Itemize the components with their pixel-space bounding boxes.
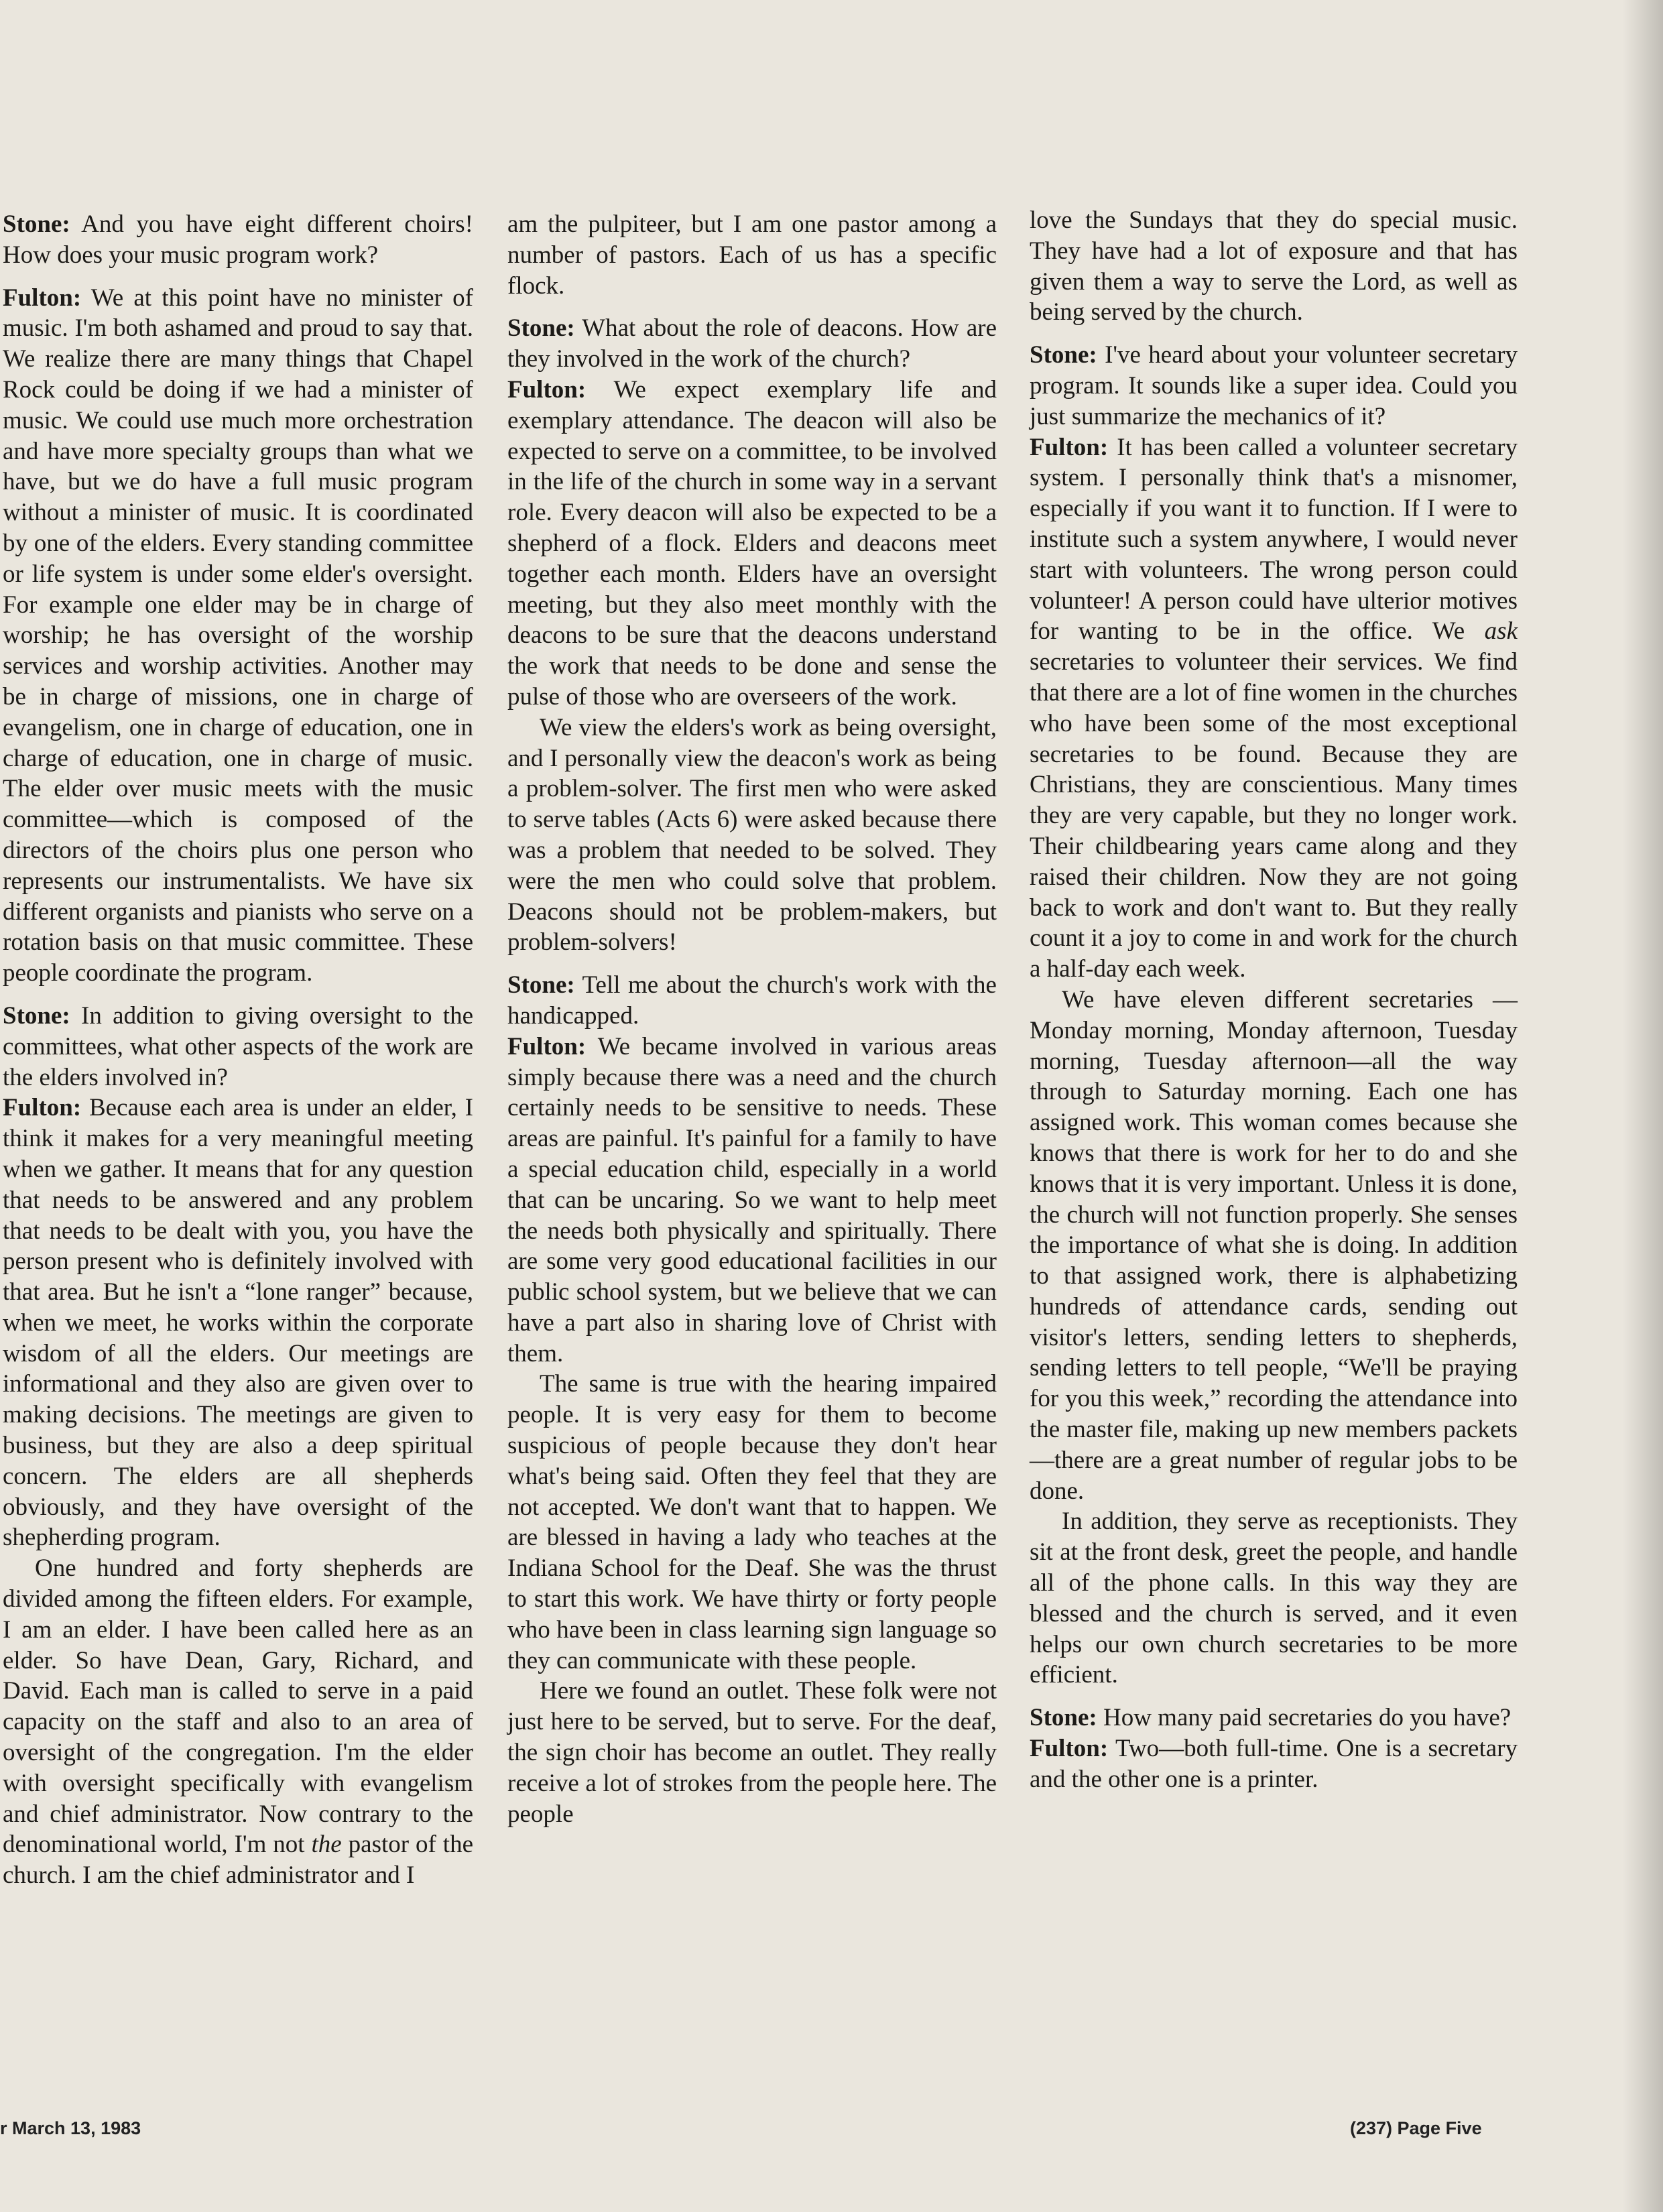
paragraph-text: It has been called a volunteer secretary system. I personally think that's a misnomer, especially if you want it to function. If I were to institute such a system anywhere, I would never start with volunteers. The wrong person could volunteer! A person could have ulterior motives for wanting to be in the office. We ask secretaries to volunteer their services. We find that there are a lot of fine women in the churches who have been some of the most exceptional secretaries to be found. Because they are Christians, they are conscientious. Many times they are very capable, but they no longer work. Their childbearing years came along and they raised their children. Now they are not going back to work and don't want to. But they really count it a joy to come in and work for the church a half-day each week. xyxy=(1030,433,1518,983)
speaker-label: Fulton: xyxy=(3,1094,82,1122)
paragraph-text: What about the role of deacons. How are they involved in the work of the church? xyxy=(507,314,997,373)
interview-paragraph xyxy=(507,313,997,375)
footer-page-number: (237) Page Five xyxy=(1350,2118,1482,2138)
interview-paragraph xyxy=(1030,1506,1518,1691)
interview-paragraph xyxy=(1030,205,1518,328)
paragraph-text: Because each area is under an elder, I think it makes for a very meaningful meeting when we gather. It means that for any question that needs to be answered and any problem that needs to be dealt with you, you have the person present who is definitely involved with that area. But he isn't a “lone ranger” because, when we meet, he works within the corporate wisdom of all the elders. Our meetings are informational and they also are given over to making decisions. The meetings are given to business, but they are also a deep spiritual concern. The elders are all shepherds obviously, and they have oversight of the shepherding program. xyxy=(3,1094,473,1552)
paragraph-text: Two—both full-time. One is a secretary and the other one is a printer. xyxy=(1030,1735,1518,1793)
interview-paragraph xyxy=(507,970,997,1032)
paragraph-text: Tell me about the church's work with the handicapped. xyxy=(507,971,997,1030)
speaker-label: Stone: xyxy=(1030,1704,1097,1732)
interview-paragraph xyxy=(0,1553,473,1891)
paragraph-text: Here we found an outlet. These folk were not just here to be served, but to serve. For the deaf, the sign choir has become an outlet. They really receive a lot of strokes from the people here. The people xyxy=(507,1677,997,1828)
interview-paragraph xyxy=(507,713,997,958)
interview-paragraph xyxy=(507,1369,997,1676)
paragraph-text: How many paid secretaries do you have? xyxy=(1103,1704,1512,1732)
interview-paragraph xyxy=(1030,1703,1518,1733)
speaker-label: Fulton: xyxy=(3,284,82,312)
text-column-2 xyxy=(507,209,997,1841)
speaker-label: Fulton: xyxy=(1030,433,1109,461)
interview-paragraph xyxy=(0,1001,473,1093)
paragraph-text: In addition, they serve as receptionists. They sit at the front desk, greet the people, and handle all of the phone calls. In this way they are blessed and the church is served, and it even helps our own church secretaries to be more efficient. xyxy=(1030,1508,1518,1689)
speaker-label: Stone: xyxy=(3,1001,70,1030)
paragraph-text: And you have eight different choirs! How does your music program work? xyxy=(3,210,473,269)
speaker-label: Fulton: xyxy=(1030,1735,1109,1763)
paragraph-text: I've heard about your volunteer secretary program. It sounds like a super idea. Could you just summarize the mechanics of it? xyxy=(1030,341,1518,430)
speaker-label: Stone: xyxy=(507,314,575,343)
interview-paragraph xyxy=(0,1093,473,1553)
paragraph-text: We at this point have no minister of music. I'm both ashamed and proud to say that. We realize there are many things that Chapel Rock could be doing if we had a minister of music. We could use much more orchestration and have more specialty groups than what we have, but we do have a full music program without a minister of music. It is coordinated by one of the elders. Every standing committee or life system is under some elder's oversight. For example one elder may be in charge of worship; he has oversight of the worship services and worship activities. Another may be in charge of missions, one in charge of evangelism, one in charge of education, one in charge of education, one in charge of music. The elder over music meets with the music committee—which is composed of the directors of the choirs plus one person who represents our instrumentalists. We have six different organists and pianists who serve on a rotation basis on that music committee. These people coordinate the program. xyxy=(3,284,473,987)
paragraph-text: One hundred and forty shepherds are divided among the fifteen elders. For example, I am an elder. I have been called here as an elder. So have Dean, Gary, Richard, and David. Each man is called to serve in a paid capacity on the staff and also to an area of oversight of the congregation. I'm the elder with oversight specifically with evangelism and chief administrator. Now contrary to the denominational world, I'm not the pastor of the church. I am the chief administrator and I xyxy=(3,1554,473,1890)
speaker-label: Stone: xyxy=(1030,341,1097,369)
text-column-3 xyxy=(1030,205,1518,1807)
interview-paragraph xyxy=(1030,1733,1518,1795)
interview-paragraph xyxy=(0,209,473,271)
speaker-label: Stone: xyxy=(3,210,70,238)
paragraph-text: We have eleven different secretaries —Monday morning, Monday afternoon, Tuesday morning, Tuesday afternoon—all the way through to Saturday morning. Each one has assigned work. This woman comes because she knows that there is work for her to do and she knows that it is very important. Unless it is done, the church will not function properly. She senses the importance of what she is doing. In addition to that assigned work, there is alphabetizing hundreds of attendance cards, sending out visitor's letters, sending letters to shepherds, sending letters to tell people, “We'll be praying for you this week,” recording the attendance into the master file, making up new members packets—there are a great number of regular jobs to be done. xyxy=(1030,985,1518,1505)
speaker-label: Fulton: xyxy=(507,1032,587,1060)
footer-date: r March 13, 1983 xyxy=(0,2118,141,2138)
interview-paragraph xyxy=(507,1676,997,1829)
speaker-label: Fulton: xyxy=(507,375,587,404)
paragraph-text: We became involved in various areas simply because there was a need and the church certainly needs to be sensitive to needs. These areas are painful. It's painful for a family to have a special education child, especially in a world that can be uncaring. So we want to help meet the needs both physically and spiritually. There are some very good educational facilities in our public school system, but we believe that we can have a part also in sharing love of Christ with them. xyxy=(507,1032,997,1367)
paragraph-text: We view the elders's work as being oversight, and I personally view the deacon's work as being a problem-solver. The first men who were asked to serve tables (Acts 6) were asked because there was a problem that needed to be solved. They were the men who could solve that problem. Deacons should not be problem-makers, but problem-solvers! xyxy=(507,713,997,957)
paragraph-text: The same is true with the hearing impaired people. It is very easy for them to become suspicious of people because they don't hear what's being said. Often they feel that they are not accepted. We don't want that to happen. We are blessed in having a lady who teaches at the Indiana School for the Deaf. She was the thrust to start this work. We have thirty or forty people who have been in class learning sign language so they can communicate with these people. xyxy=(507,1370,997,1674)
speaker-label: Stone: xyxy=(507,971,575,999)
interview-paragraph xyxy=(1030,985,1518,1507)
paragraph-text: love the Sundays that they do special music. They have had a lot of exposure and that has given them a way to serve the Lord, as well as being served by the church. xyxy=(1030,206,1518,326)
text-column-1 xyxy=(0,209,473,1903)
interview-paragraph xyxy=(1030,340,1518,432)
interview-paragraph xyxy=(507,1032,997,1369)
page-edge-shadow xyxy=(1623,0,1663,2212)
paragraph-text: In addition to giving oversight to the committees, what other aspects of the work are the elders involved in? xyxy=(3,1001,474,1091)
paragraph-text: We expect exemplary life and exemplary attendance. The deacon will also be expected to serve on a committee, to be involved in the life of the church in some way in a servant role. Every deacon will also be expected to be a shepherd of a flock. Elders and deacons meet together each month. Elders have an oversight meeting, but they also meet monthly with the deacons to be sure that the deacons understand the work that needs to be done and sense the pulse of those who are overseers of the work. xyxy=(507,375,997,711)
paragraph-text: am the pulpiteer, but I am one pastor among a number of pastors. Each of us has a specific flock. xyxy=(507,210,997,300)
interview-paragraph xyxy=(507,375,997,713)
interview-paragraph xyxy=(507,209,997,301)
interview-paragraph xyxy=(0,283,473,989)
interview-paragraph xyxy=(1030,432,1518,985)
